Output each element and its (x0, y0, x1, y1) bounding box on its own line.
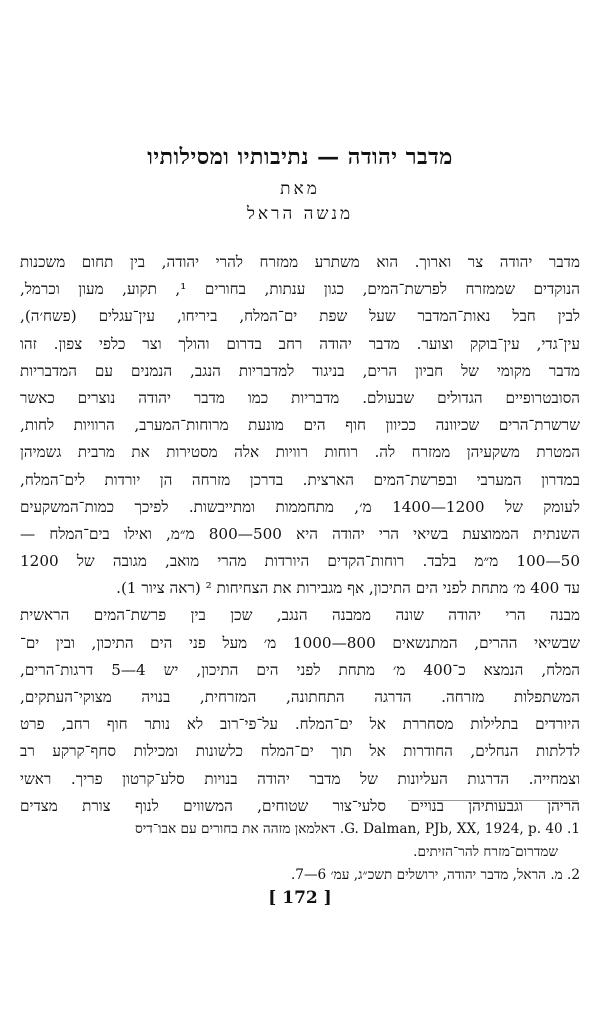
page-number: [ 172 ] (268, 888, 332, 908)
footnote-continuation: שמדרום־מזרח להר־הזיתים. (413, 844, 558, 860)
text-line: וצמחייה. הדרגות העליונות של מדבר יהודה בנויות סלע־קרטון פריך. ראשי (20, 769, 580, 788)
byline: מאת (280, 179, 320, 199)
footnotes (20, 818, 580, 887)
text-line: השנתית הממוצעת בשיאי הרי יהודה היא 500—800 מ״מ, ואילו בים־המלח — (20, 524, 580, 543)
footnote: 1. G. Dalman, PJb, XX, 1924, p. 40. דאלמאן מזהה את בחורים עם אבו־דיס (134, 821, 580, 837)
text-line: מדבר יהודה צר וארוך. הוא משתרע ממזרח להרי יהודה, בין תחום משכנות (20, 253, 580, 271)
text-line: המשתפלות מזרחה. הדרגה התחתונה, המזרחית, בנויה מצוקי־העתקים, (20, 688, 580, 706)
body-text (20, 249, 580, 820)
chapter-title: מדבר יהודה — נתיבותיו ומסילותיו (147, 144, 453, 170)
text-line: המלח, הנמצא כ־400 מ׳ מתחת לפני הים התיכון, יש 4—5 דרגות־הרים, (20, 660, 580, 679)
text-line: לעומק של 1200—1400 מ׳, מתחממות ומתייבשות. לפיכך כמות־המשקעים (20, 497, 580, 516)
text-line: מדבר מקומי של חביון הרים, בניגוד למדבריות הנגב, הנמנים עם המדבריות (20, 361, 580, 380)
footnote: 2. מ. הראל, מדבר יהודה, ירושלים תשכ״ג, עמ׳ 6—7. (290, 867, 580, 883)
paragraph (20, 249, 580, 602)
author-name: מנשה הראל (246, 204, 354, 224)
text-line: עין־גדי, עין־בוקק וצוער. מדבר יהודה רחב בדרום והולך וצר כלפי צפון. זהו (20, 334, 580, 353)
footnote-separator (408, 800, 578, 801)
text-line: מבנה הרי יהודה שונה ממבנה הנגב, שכן בין פרשת־המים הראשית (20, 606, 580, 625)
text-line: הסובטרופיים הגדולים שבעולם. מדבריות כמו מדבר יהודה נוצרים כאשר (20, 388, 580, 407)
text-line: הריהן וגבעותיהן בנויים סלעי־צור שטוחים, המשווים לנוף צורת מצדים (20, 796, 580, 815)
text-line: לבין חבל נאות־המדבר שעל שפת ים־המלח, ביריחו, עין־עגלים (פשח׳ה), (20, 307, 580, 326)
text-line: לדלתות הנחלים, החודרות אל תוך ים־המלח כלשונות ומכילות סחף־קרקע רב (20, 742, 580, 761)
text-line: המטרת משקעיהן ממזרח לה. רוחות רוויות אלה מסטירות את מרבית גשמיהן (20, 443, 580, 462)
text-line: שבשיאי ההרים, המתנשאים 800—1000 מ׳ מעל פני הים התיכון, ובין ים־ (20, 633, 580, 652)
text-line: היורדים בתלילות מסחררת אל ים־המלח. על־פי־רוב לא נותר חוף רחב, פרט (20, 715, 580, 734)
paragraph (20, 602, 580, 820)
text-line: הנוקדים שממזרח לפרשת־המים, כגון ענתות, בחורים ¹, תקוע, מעון וכרמל, (20, 280, 580, 299)
text-line: עד 400 מ׳ מתחת לפני הים התיכון, אף מגבירות את הצחיחות ² (ראה ציור 1). (116, 579, 580, 598)
text-line: במדרון המערבי ובפרשת־המים הארצית. בדרכן מזרחה הן יורדות לים־המלח, (20, 470, 580, 489)
text-line: שרשרת־הרים שכיוונה ככיוון חוף הים מונעת מרוחות־המערב, הרוויות לחות, (20, 416, 580, 435)
text-line: 50—100 מ״מ בלבד. רוחות־הקדים היורדות מהרי מואב, מגובה של 1200 (20, 552, 580, 571)
